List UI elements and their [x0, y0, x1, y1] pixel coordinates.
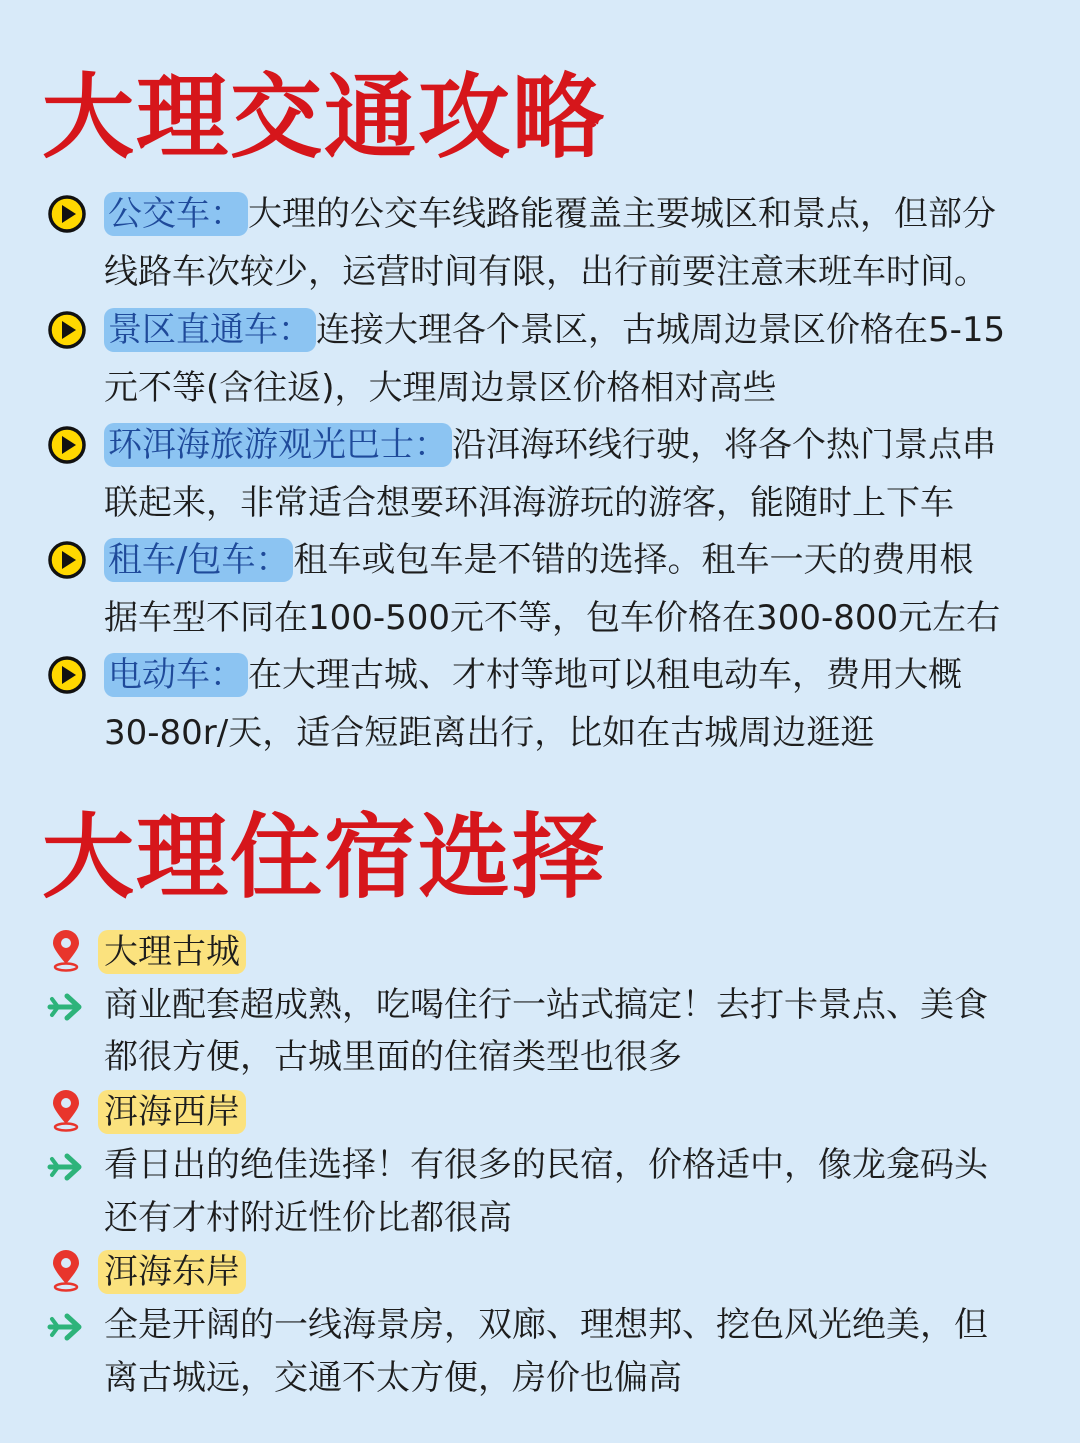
transport-item-line2: 据车型不同在100-500元不等，包车价格在300-800元左右: [104, 598, 1001, 638]
transport-label: 环洱海旅游观光巴士：: [104, 423, 452, 467]
lodging-name: 洱海东岸: [98, 1250, 246, 1294]
transport-label: 公交车：: [104, 192, 248, 236]
transport-item-line2: 元不等(含往返)，大理周边景区价格相对高些: [104, 368, 777, 408]
transport-desc: 大理的公交车线路能覆盖主要城区和景点，但部分: [248, 194, 996, 234]
location-pin-icon: [50, 930, 82, 972]
transport-item-line2: 线路车次较少，运营时间有限，出行前要注意末班车时间。: [104, 252, 988, 292]
arrow-right-icon: [46, 987, 86, 1023]
lodging-name-wrap: [98, 930, 246, 974]
lodging-desc-line1: 商业配套超成熟，吃喝住行一站式搞定！去打卡景点、美食: [104, 985, 988, 1025]
arrow-right-icon: [46, 1307, 86, 1343]
transport-title: 大理交通攻略: [42, 64, 607, 171]
play-circle-icon: [47, 540, 87, 580]
transport-desc: 沿洱海环线行驶，将各个热门景点串: [452, 425, 996, 465]
transport-item-line1: [104, 192, 1044, 236]
transport-item-line1: [104, 538, 1044, 582]
lodging-name: 大理古城: [98, 930, 246, 974]
play-circle-icon: [47, 425, 87, 465]
transport-label: 景区直通车：: [104, 308, 316, 352]
transport-desc: 租车或包车是不错的选择。租车一天的费用根: [293, 540, 974, 580]
transport-label: 电动车：: [104, 653, 248, 697]
lodging-desc-line2: 离古城远，交通不太方便，房价也偏高: [104, 1358, 682, 1398]
transport-item-line2: 联起来，非常适合想要环洱海游玩的游客，能随时上下车: [104, 483, 954, 523]
transport-desc: 连接大理各个景区，古城周边景区价格在5-15: [316, 310, 1006, 350]
lodging-desc-line2: 还有才村附近性价比都很高: [104, 1198, 512, 1238]
transport-item-line2: 30-80r/天，适合短距离出行，比如在古城周边逛逛: [104, 713, 875, 753]
transport-item-line1: [104, 423, 1044, 467]
play-circle-icon: [47, 655, 87, 695]
transport-desc: 在大理古城、才村等地可以租电动车，费用大概: [248, 655, 962, 695]
transport-label: 租车/包车：: [104, 538, 293, 582]
transport-item-line1: [104, 308, 1044, 352]
lodging-title: 大理住宿选择: [42, 804, 607, 911]
lodging-desc-line2: 都很方便，古城里面的住宿类型也很多: [104, 1037, 682, 1077]
location-pin-icon: [50, 1250, 82, 1292]
lodging-name-wrap: [98, 1090, 246, 1134]
play-circle-icon: [47, 194, 87, 234]
transport-item-line1: [104, 653, 1044, 697]
lodging-name-wrap: [98, 1250, 246, 1294]
location-pin-icon: [50, 1090, 82, 1132]
play-circle-icon: [47, 310, 87, 350]
lodging-desc-line1: 看日出的绝佳选择！有很多的民宿，价格适中，像龙龛码头: [104, 1145, 988, 1185]
arrow-right-icon: [46, 1147, 86, 1183]
lodging-desc-line1: 全是开阔的一线海景房，双廊、理想邦、挖色风光绝美，但: [104, 1305, 988, 1345]
lodging-name: 洱海西岸: [98, 1090, 246, 1134]
